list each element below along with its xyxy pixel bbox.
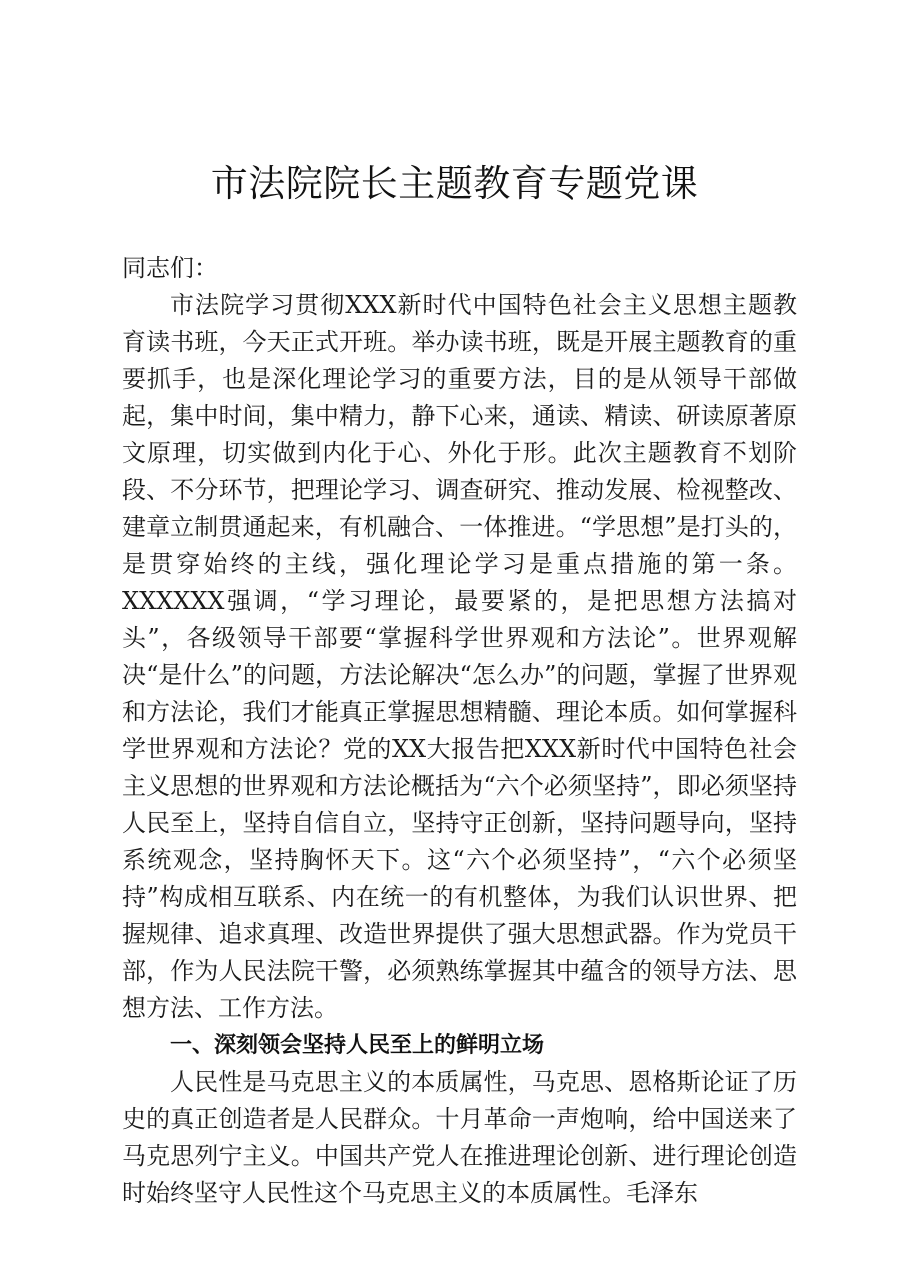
section-heading-1: 一、深刻领会坚持人民至上的鲜明立场 — [170, 1033, 545, 1058]
salutation: 同志们： — [122, 254, 218, 282]
document-body — [122, 250, 797, 1212]
paragraph-intro: 市法院学习贯彻XXX新时代中国特色社会主义思想主题教育读书班，今天正式开班。举办读书班，既是开展主题教育的重要抓手，也是深化理论学习的重要方法，目的是从领导干部做起，集中时间，集中精力，静下心来，通读、精读、研读原著原文原理，切实做到内化于心、外化于形。此次主题教育不划阶段、不分环节，把理论学习、调查研究、推动发展、检视整改、建章立制贯通起来，有机融合、一体推进。“学思想”是打头的，是贯穿始终的主线，强化理论学习是重点措施的第一条。XXXXXX强调，“学习理论，最要紧的，是把思想方法搞对头”，各级领导干部要“掌握科学世界观和方法论”。世界观解决“是什么”的问题，方法论解决“怎么办”的问题，掌握了世界观和方法论，我们才能真正掌握思想精髓、理论本质。如何掌握科学世界观和方法论？党的XX大报告把XXX新时代中国特色社会主义思想的世界观和方法论概括为“六个必须坚持”，即必须坚持人民至上，坚持自信自立，坚持守正创新，坚持问题导向，坚持系统观念，坚持胸怀天下。这“六个必须坚持”，“六个必须坚持”构成相互联系、内在统一的有机整体，为我们认识世界、把握规律、追求真理、改造世界提供了强大思想武器。作为党员干部，作为人民法院干警，必须熟练掌握其中蕴含的领导方法、思想方法、工作方法。 — [122, 291, 797, 1022]
document-title: 市法院院长主题教育专题党课 — [210, 162, 699, 205]
paragraph-section-1: 人民性是马克思主义的本质属性，马克思、恩格斯论证了历史的真正创造者是人民群众。十月革命一声炮响，给中国送来了马克思列宁主义。中国共产党人在推进理论创新、进行理论创造时始终坚守人民性这个马克思主义的本质属性。毛泽东 — [122, 1068, 797, 1207]
